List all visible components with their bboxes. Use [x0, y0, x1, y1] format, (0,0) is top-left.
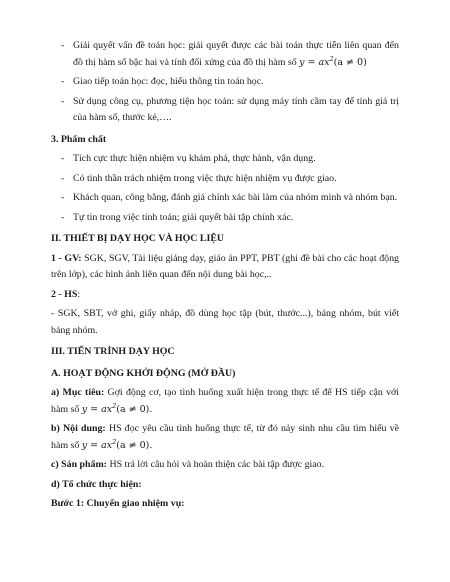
paragraph-gv: 1 - GV: SGK, SGV, Tài liệu giảng dạy, giáo án PPT, PBT (ghi đề bài cho các hoạt động trên lớp), các hình ảnh liên quan đến nội dung bài học,..	[51, 252, 399, 280]
math-formula: $y = ax^2(a \ne 0)$.	[81, 437, 153, 451]
list-item: - Tự tin trong việc tính toán; giải quyết bài tập chính xác.	[51, 210, 399, 227]
section-heading: III. TIẾN TRÌNH DẠY HỌC	[51, 346, 175, 357]
section-heading: II. THIẾT BỊ DẠY HỌC VÀ HỌC LIỆU	[51, 233, 225, 244]
math-formula: $y = ax^2(a \ne 0)$.	[81, 401, 153, 415]
math-formula: $y = ax^2(a \ne 0)$	[299, 54, 367, 68]
activity-heading: A. HOẠT ĐỘNG KHỞI ĐỘNG (MỞ ĐẦU)	[51, 367, 236, 379]
paragraph-hs-label: 2 - HS:	[51, 288, 81, 300]
bullet-text: Giao tiếp toán học: đọc, hiểu thông tin toán học.	[73, 76, 264, 87]
bullet-text: Sử dụng công cụ, phương tiện học toán: sử dụng máy tính cầm tay để tính giá trị của hàm số, thước kẻ,….	[73, 95, 399, 123]
bullet-text: Tích cực thực hiện nhiệm vụ khám phá, thực hành, vận dụng.	[73, 153, 316, 164]
list-item: - Sử dụng công cụ, phương tiện học toán: sử dụng máy tính cầm tay để tính giá trị của hàm số, thước kẻ,….	[51, 94, 399, 127]
document-body	[51, 38, 399, 516]
paragraph-step1: Bước 1: Chuyển giao nhiệm vụ:	[51, 498, 185, 509]
list-item: - Có tinh thần trách nhiệm trong việc thực hiện nhiệm vụ được giao.	[51, 171, 399, 188]
list-item: - Khách quan, công bằng, đánh giá chính xác bài làm của nhóm mình và nhóm bạn.	[51, 190, 399, 207]
bullet-text: Khách quan, công bằng, đánh giá chính xác bài làm của nhóm mình và nhóm bạn.	[73, 192, 398, 203]
paragraph-product: c) Sản phẩm: HS trả lời câu hỏi và hoàn thiện các bài tập được giao.	[51, 459, 325, 470]
list-item: - Giải quyết vấn đề toán học: giải quyết được các bài toán thực tiễn liên quan đến đồ thị hàm số bậc hai và tính đối xứng của đồ thị hàm số $y = ax^2(a \ne 0)$	[61, 40, 399, 68]
paragraph-hs: - SGK, SBT, vở ghi, giấy nháp, đồ dùng học tập (bút, thước...), bảng nhóm, bút viết bảng nhóm.	[51, 308, 399, 336]
list-item: - Giao tiếp toán học: đọc, hiểu thông tin toán học.	[51, 74, 399, 91]
bullet-text: Có tinh thần trách nhiệm trong việc thực hiện nhiệm vụ được giao.	[73, 172, 337, 184]
paragraph-organize: d) Tổ chức thực hiện:	[51, 478, 142, 490]
bullet-text: Tự tin trong việc tính toán; giải quyết bài tập chính xác.	[73, 211, 294, 223]
paragraph-objective: a) Mục tiêu: Gợi động cơ, tạo tình huống xuất hiện trong thực tế để HS tiếp cận với hàm số $y = ax^2(a \ne 0)$.	[51, 387, 399, 415]
list-item: - Tích cực thực hiện nhiệm vụ khám phá, thực hành, vận dụng.	[51, 151, 399, 168]
section-heading: 3. Phẩm chất	[51, 133, 107, 145]
paragraph-content: b) Nội dung: HS đọc yêu cầu tình huống thực tế, từ đó nảy sinh nhu cầu tìm hiểu về hàm số $y = ax^2(a \ne 0)$.	[51, 423, 399, 451]
bullet-text: Giải quyết vấn đề toán học: giải quyết được các bài toán thực tiễn liên quan đến đồ thị hàm số bậc hai và tính đối xứng của đồ thị hàm số	[73, 40, 399, 68]
